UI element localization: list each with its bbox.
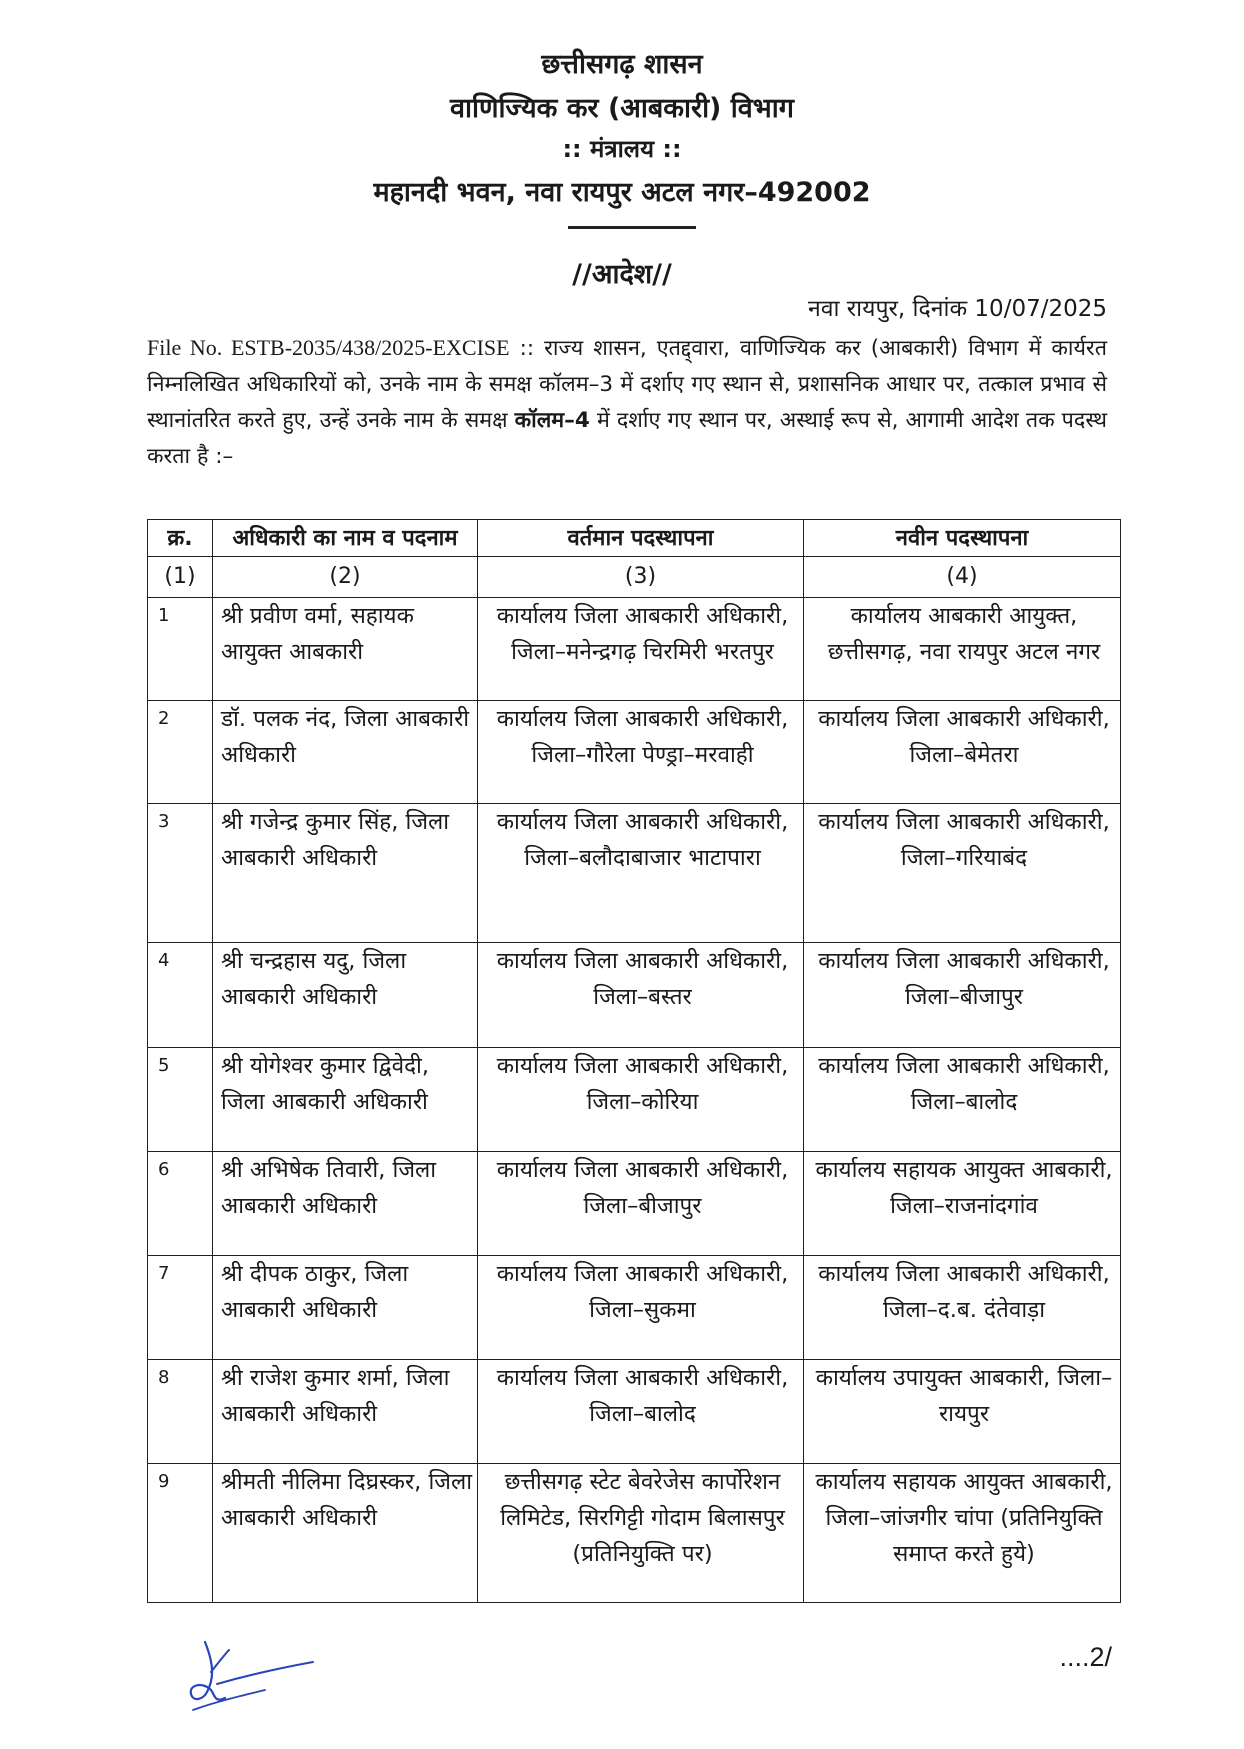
table-row	[148, 1256, 1121, 1360]
office-address: महानदी भवन, नवा रायपुर अटल नगर–492002	[373, 177, 871, 208]
officer-name-designation: श्री प्रवीण वर्मा, सहायक आयुक्त आबकारी	[213, 598, 478, 701]
row-serial: 8	[148, 1360, 213, 1464]
new-posting: कार्यालय आबकारी आयुक्त, छत्तीसगढ़, नवा रायपुर अटल नगर	[804, 598, 1121, 701]
row-serial: 9	[148, 1464, 213, 1603]
officer-name-designation: डॉ. पलक नंद, जिला आबकारी अधिकारी	[213, 701, 478, 804]
new-posting: कार्यालय जिला आबकारी अधिकारी, जिला–गरियाबंद	[804, 804, 1121, 943]
current-posting: कार्यालय जिला आबकारी अधिकारी, जिला–सुकमा	[478, 1256, 804, 1360]
table-row	[148, 1464, 1121, 1603]
intro-text-part-1: :: राज्य शासन, एतद्द्वारा, वाणिज्यिक कर (आबकारी) विभाग में कार्यरत निम्नलिखित अधिकारियों को, उनके नाम के समक्ष कॉलम–3 में दर्शाए गए स्थान से, प्रशासनिक आधार पर, तत्काल प्रभाव से स्थानांतरित करते हुए, उन्हें उनके नाम के समक्ष	[147, 336, 1107, 433]
current-posting: कार्यालय जिला आबकारी अधिकारी, जिला–बालोद	[478, 1360, 804, 1464]
header-current-posting: वर्तमान पदस्थापना	[478, 520, 804, 557]
table-row	[148, 943, 1121, 1048]
table-row	[148, 1048, 1121, 1152]
government-name: छत्तीसगढ़ शासन	[541, 49, 703, 80]
table-header-row	[148, 520, 1121, 557]
table-row	[148, 1360, 1121, 1464]
department-name: वाणिज्यिक कर (आबकारी) विभाग	[450, 93, 794, 124]
officer-name-designation: श्री योगेश्वर कुमार द्विवेदी, जिला आबकारी अधिकारी	[213, 1048, 478, 1152]
row-serial: 7	[148, 1256, 213, 1360]
header-new-posting: नवीन पदस्थापना	[804, 520, 1121, 557]
order-dateline: नवा रायपुर, दिनांक 10/07/2025	[807, 296, 1107, 322]
current-posting: कार्यालय जिला आबकारी अधिकारी, जिला–बीजापुर	[478, 1152, 804, 1256]
intro-text-bold: कॉलम–4	[514, 408, 590, 433]
officer-name-designation: श्री गजेन्द्र कुमार सिंह, जिला आबकारी अधिकारी	[213, 804, 478, 943]
row-serial: 6	[148, 1152, 213, 1256]
officer-name-designation: श्री अभिषेक तिवारी, जिला आबकारी अधिकारी	[213, 1152, 478, 1256]
ministry-label: :: मंत्रालय ::	[562, 135, 682, 163]
current-posting: कार्यालय जिला आबकारी अधिकारी, जिला–मनेन्द्रगढ़ चिरमिरी भरतपुर	[478, 598, 804, 701]
current-posting: कार्यालय जिला आबकारी अधिकारी, जिला–बस्तर	[478, 943, 804, 1048]
officer-name-designation: श्री राजेश कुमार शर्मा, जिला आबकारी अधिकारी	[213, 1360, 478, 1464]
continuation-marker: ....2/	[1059, 1642, 1112, 1672]
table-row	[148, 804, 1121, 943]
row-serial: 3	[148, 804, 213, 943]
current-posting: कार्यालय जिला आबकारी अधिकारी, जिला–बलौदाबाजार भाटापारा	[478, 804, 804, 943]
order-title: //आदेश//	[572, 259, 672, 290]
new-posting: कार्यालय जिला आबकारी अधिकारी, जिला–बेमेतरा	[804, 701, 1121, 804]
current-posting: कार्यालय जिला आबकारी अधिकारी, जिला–गौरेला पेण्ड्रा–मरवाही	[478, 701, 804, 804]
new-posting: कार्यालय सहायक आयुक्त आबकारी, जिला–जांजगीर चांपा (प्रतिनियुक्ति समाप्त करते हुये)	[804, 1464, 1121, 1603]
new-posting: कार्यालय सहायक आयुक्त आबकारी, जिला–राजनांदगांव	[804, 1152, 1121, 1256]
header-serial: क्र.	[148, 520, 213, 557]
table-row	[148, 598, 1121, 701]
new-posting: कार्यालय जिला आबकारी अधिकारी, जिला–बीजापुर	[804, 943, 1121, 1048]
row-serial: 4	[148, 943, 213, 1048]
current-posting: छत्तीसगढ़ स्टेट बेवरेजेस कार्पोरेशन लिमिटेड, सिरगिट्टी गोदाम बिलासपुर (प्रतिनियुक्ति पर)	[478, 1464, 804, 1603]
column-number: (1)	[148, 557, 213, 598]
current-posting: कार्यालय जिला आबकारी अधिकारी, जिला–कोरिया	[478, 1048, 804, 1152]
officer-name-designation: श्री चन्द्रहास यदु, जिला आबकारी अधिकारी	[213, 943, 478, 1048]
table-row	[148, 701, 1121, 804]
new-posting: कार्यालय जिला आबकारी अधिकारी, जिला–बालोद	[804, 1048, 1121, 1152]
file-number: File No. ESTB-2035/438/2025-EXCISE	[147, 335, 510, 360]
header-divider	[568, 226, 696, 229]
column-number-row	[148, 557, 1121, 598]
officer-name-designation: श्री दीपक ठाकुर, जिला आबकारी अधिकारी	[213, 1256, 478, 1360]
order-intro	[147, 330, 1107, 475]
officer-name-designation: श्रीमती नीलिमा दिघ्रस्कर, जिला आबकारी अधिकारी	[213, 1464, 478, 1603]
table-row	[148, 1152, 1121, 1256]
column-number: (3)	[478, 557, 804, 598]
column-number: (2)	[213, 557, 478, 598]
row-serial: 1	[148, 598, 213, 701]
transfer-table	[147, 519, 1121, 1603]
intro-text-part-2: में दर्शाए गए स्थान पर, अस्थाई रूप से, आगामी आदेश तक पदस्थ करता है :–	[147, 408, 1107, 469]
row-serial: 5	[148, 1048, 213, 1152]
row-serial: 2	[148, 701, 213, 804]
header-officer-name: अधिकारी का नाम व पदनाम	[213, 520, 478, 557]
signature-initials	[185, 1632, 315, 1717]
column-number: (4)	[804, 557, 1121, 598]
new-posting: कार्यालय उपायुक्त आबकारी, जिला–रायपुर	[804, 1360, 1121, 1464]
new-posting: कार्यालय जिला आबकारी अधिकारी, जिला–द.ब. दंतेवाड़ा	[804, 1256, 1121, 1360]
